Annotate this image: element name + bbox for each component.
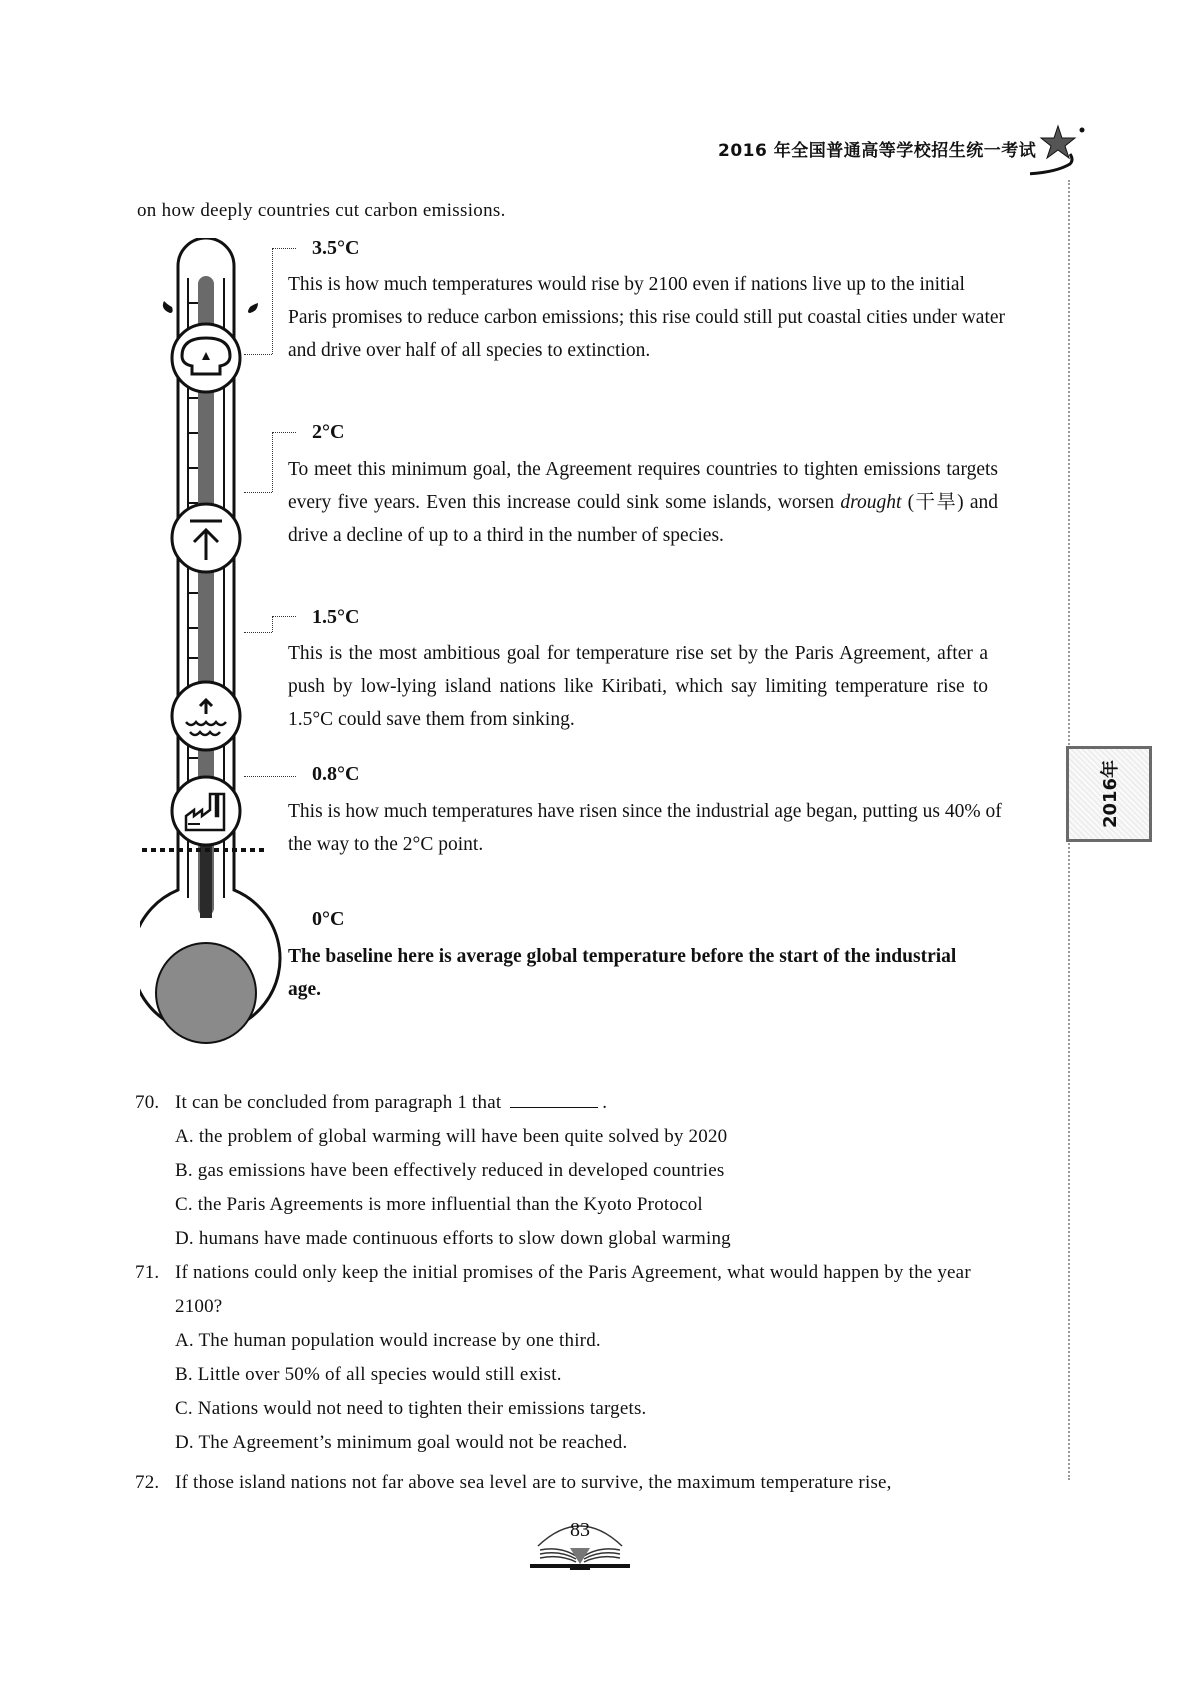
- sweat-drop-icon: [248, 303, 258, 313]
- question-70: [135, 1086, 1035, 1256]
- connector-1-5-vertical: [272, 616, 273, 632]
- question-72: [135, 1466, 1055, 1500]
- up-arrow-limit-icon: [172, 504, 240, 572]
- exam-header-title: 2016 年全国普通高等学校招生统一考试: [718, 141, 1037, 161]
- connector-1-5-bottom: [244, 632, 272, 633]
- question-number: 70.: [135, 1092, 160, 1113]
- question-71: [135, 1256, 1035, 1460]
- sweat-drop-icon: [163, 301, 173, 313]
- option-letter: C.: [175, 1398, 193, 1419]
- option-text: gas emissions have been effectively reduced in developed countries: [197, 1160, 725, 1181]
- skull-icon: [172, 324, 240, 392]
- thermometer-bulb: [156, 943, 256, 1043]
- year-side-tab-label: 2016年: [1100, 759, 1121, 829]
- option-text: Nations would not need to tighten their emissions targets.: [197, 1398, 647, 1419]
- star-swoosh-icon: [1030, 120, 1090, 180]
- option-a[interactable]: [135, 1120, 1035, 1154]
- option-text: the Paris Agreements is more influential than the Kyoto Protocol: [197, 1194, 703, 1215]
- question-stem-end: .: [602, 1092, 608, 1113]
- option-d[interactable]: [135, 1426, 1035, 1460]
- level-text-3-5: This is how much temperatures would rise by 2100 even if nations live up to the initial Paris promises to reduce carbon emissions; this rise could still put coastal cities under water and drive over half of all species to extinction.: [288, 274, 1006, 361]
- connector-2: [272, 432, 296, 433]
- option-text: the problem of global warming will have been quite solved by 2020: [198, 1126, 728, 1147]
- year-side-tab: [1066, 746, 1152, 842]
- connector-0-8: [244, 776, 296, 777]
- level-label-3-5: 3.5°C: [312, 237, 360, 259]
- level-text-2-part1: To meet this minimum goal, the Agreement requires countries to tighten emissions targets every five years. Even this increase could sink some islands, worsen: [288, 459, 998, 513]
- option-letter: B.: [175, 1364, 193, 1385]
- page-number: 83: [570, 1519, 590, 1541]
- level-text-0-8: This is how much temperatures have risen since the industrial age began, putting us 40% of the way to the 2°C point.: [288, 801, 1002, 855]
- option-a[interactable]: [135, 1324, 1035, 1358]
- question-stem-text: If those island nations not far above sea level are to survive, the maximum temperature rise,: [175, 1472, 892, 1493]
- option-text: The Agreement’s minimum goal would not be reached.: [198, 1432, 628, 1453]
- level-text-2-part2: and drive a decline of up to a third in the number of species.: [288, 492, 999, 546]
- option-text: Little over 50% of all species would still exist.: [197, 1364, 562, 1385]
- connector-2-bottom: [244, 492, 272, 493]
- option-letter: A.: [175, 1126, 194, 1147]
- option-letter: D.: [175, 1432, 194, 1453]
- option-text: humans have made continuous efforts to slow down global warming: [198, 1228, 731, 1249]
- question-71-stem: [135, 1256, 1035, 1324]
- page-number-badge: [520, 1512, 640, 1572]
- passage-intro-line: on how deeply countries cut carbon emissions.: [137, 200, 506, 221]
- option-letter: D.: [175, 1228, 194, 1249]
- question-70-stem: [135, 1086, 1035, 1120]
- rising-water-icon: [172, 682, 240, 750]
- option-b[interactable]: [135, 1358, 1035, 1392]
- option-c[interactable]: [135, 1392, 1035, 1426]
- level-label-2: 2°C: [312, 421, 345, 443]
- level-text-2-italic-word: drought: [840, 492, 902, 513]
- option-b[interactable]: [135, 1154, 1035, 1188]
- question-stem-text: It can be concluded from paragraph 1 that: [175, 1092, 502, 1113]
- factory-icon: [172, 777, 240, 845]
- level-text-2: [288, 453, 998, 552]
- option-text: The human population would increase by one third.: [198, 1330, 601, 1351]
- option-c[interactable]: [135, 1188, 1035, 1222]
- answer-blank[interactable]: [510, 1093, 598, 1108]
- level-label-1-5: 1.5°C: [312, 606, 360, 628]
- option-d[interactable]: [135, 1222, 1035, 1256]
- connector-2-vertical: [272, 432, 273, 492]
- level-text-0: The baseline here is average global temperature before the start of the industrial age.: [288, 946, 957, 1000]
- level-text-1-5: This is the most ambitious goal for temperature rise set by the Paris Agreement, after a push by low-lying island nations like Kiribati, which say limiting temperature rise to 1.5°C could save them from sinking.: [288, 643, 988, 730]
- level-label-0-8: 0.8°C: [312, 763, 360, 785]
- question-stem-text: If nations could only keep the initial promises of the Paris Agreement, what would happen by the year 2100?: [175, 1262, 971, 1317]
- level-text-2-gloss: (干旱): [907, 492, 964, 513]
- connector-3-5-bottom: [244, 354, 272, 355]
- connector-3-5-vertical: [272, 248, 273, 354]
- option-letter: B.: [175, 1160, 193, 1181]
- thermometer-graphic: [140, 238, 290, 1068]
- option-letter: C.: [175, 1194, 193, 1215]
- question-number: 72.: [135, 1472, 160, 1493]
- connector-3-5: [272, 248, 296, 249]
- option-letter: A.: [175, 1330, 194, 1351]
- question-number: 71.: [135, 1262, 160, 1283]
- level-label-0: 0°C: [312, 908, 345, 930]
- connector-1-5: [272, 616, 296, 617]
